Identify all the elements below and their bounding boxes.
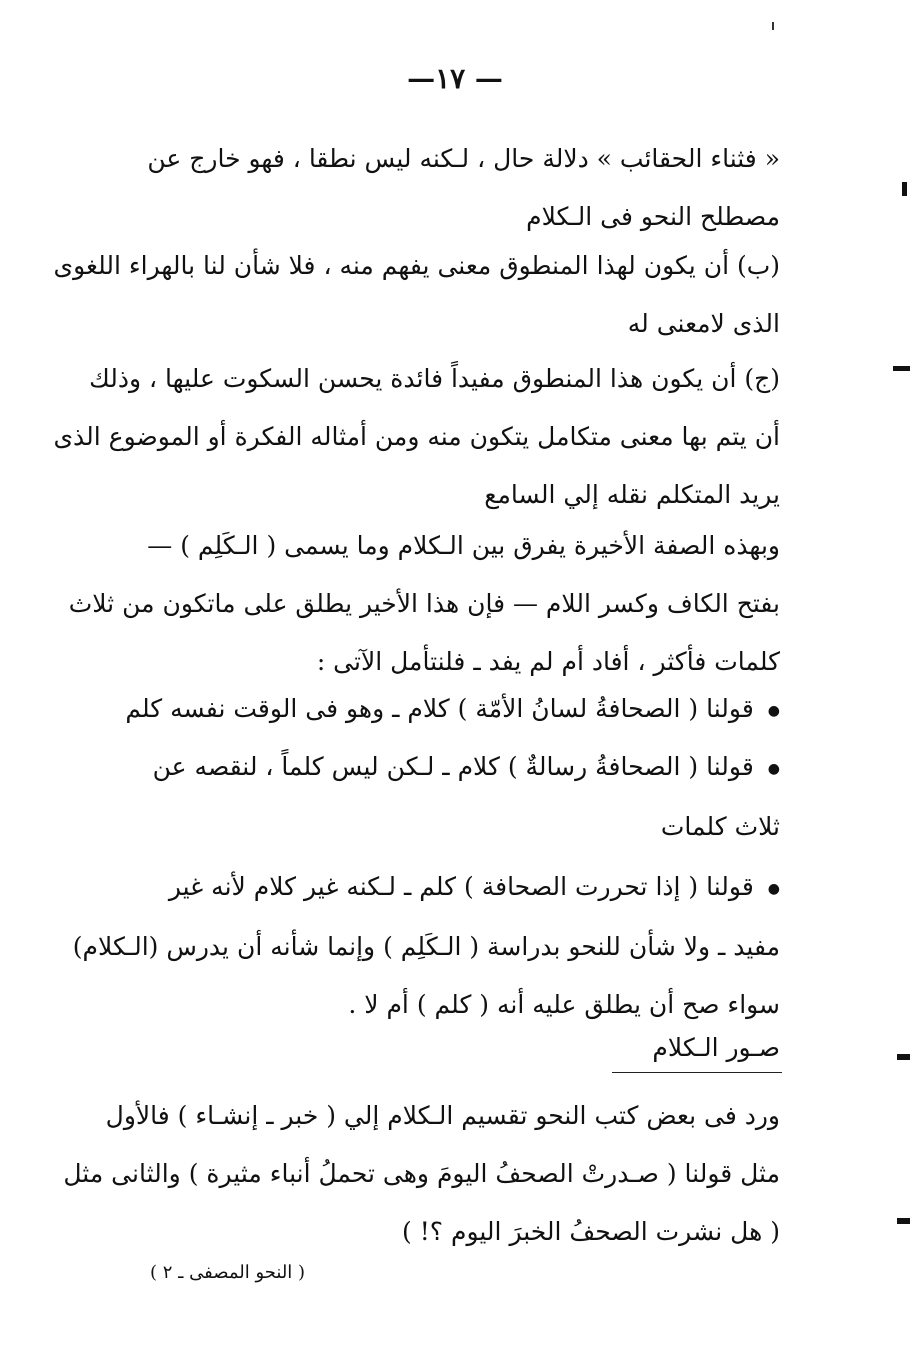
text-line: بفتح الكاف وكسر اللام — فإن هذا الأخير يطلق على ماتكون من ثلاث [68, 589, 780, 618]
text-line: أن يتم بها معنى متكامل يتكون منه ومن أمثاله الفكرة أو الموضوع الذى [53, 422, 780, 451]
section-heading [600, 1028, 780, 1073]
text-line: (ج) أن يكون هذا المنطوق مفيداً فائدة يحسن السكوت عليها ، وذلك [89, 364, 780, 393]
text-line: مصطلح النحو فى الـكلام [526, 202, 780, 231]
section-paragraph [63, 1087, 780, 1261]
text-line: كلمات فأكثر ، أفاد أم لم يفد ـ فلنتأمل الآتى : [316, 647, 780, 676]
page-number: —١٧ — [407, 62, 503, 95]
text-line: مثل قولنا ( صـدرتْ الصحفُ اليومَ وهى تحملُ أنباء مثيرة ) والثانى مثل [63, 1159, 780, 1188]
bullet-line: ● قولنا ( الصحافةُ رسالةٌ ) كلام ـ لـكن ليس كلماً ، لنقصه عن [140, 738, 780, 798]
bullet-item-1 [125, 680, 780, 740]
text-line: ورد فى بعض كتب النحو تقسيم الـكلام إلي ( خبر ـ إنشـاء ) فالأول [105, 1101, 780, 1130]
margin-mark [893, 366, 910, 371]
text-line: سواء صح أن يطلق عليه أنه ( كلم ) أم لا . [348, 989, 780, 1019]
bullet-item-2 [140, 738, 780, 856]
text-line: ( هل نشرت الصحفُ الخبرَ اليوم ؟! ) [402, 1217, 780, 1246]
section-heading-text: صـور الـكلام [652, 1033, 780, 1062]
heading-underline [612, 1072, 782, 1073]
text-line: مفيد ـ ولا شأن للنحو بدراسة ( الـكَلِم ) وإنما شأنه أن يدرس (الـكلام) [72, 931, 780, 961]
footer-note: ( النحو المصفى ـ ٢ ) [150, 1262, 306, 1283]
bullet-line: ● قولنا ( إذا تحررت الصحافة ) كلم ـ لـكنه غير كلام لأنه غير [140, 858, 780, 918]
text-line: « فثناء الحقائب » دلالة حال ، لـكنه ليس نطقا ، فهو خارج عن [147, 144, 780, 173]
paragraph-2 [53, 237, 780, 353]
text-line: الذى لامعنى له [627, 309, 780, 338]
margin-mark [902, 182, 907, 196]
bullet-line: ● قولنا ( الصحافةُ لسانُ الأمّة ) كلام ـ وهو فى الوقت نفسه كلم [140, 680, 780, 740]
paragraph-3 [53, 350, 780, 524]
margin-mark [897, 1054, 910, 1060]
bullet-item-3 [72, 858, 780, 1034]
paragraph-4 [68, 517, 780, 691]
text-line: وبهذه الصفة الأخيرة يفرق بين الـكلام وما يسمى ( الـكَلِم ) — [147, 531, 780, 560]
corner-mark [772, 22, 774, 30]
text-line: يريد المتكلم نقله إلي السامع [484, 480, 780, 509]
text-line: (ب) أن يكون لهذا المنطوق معنى يفهم منه ، فلا شأن لنا بالهراء اللغوى [53, 251, 780, 280]
paragraph-1 [140, 130, 780, 246]
text-line: ثلاث كلمات [660, 811, 780, 841]
margin-mark [897, 1218, 910, 1224]
